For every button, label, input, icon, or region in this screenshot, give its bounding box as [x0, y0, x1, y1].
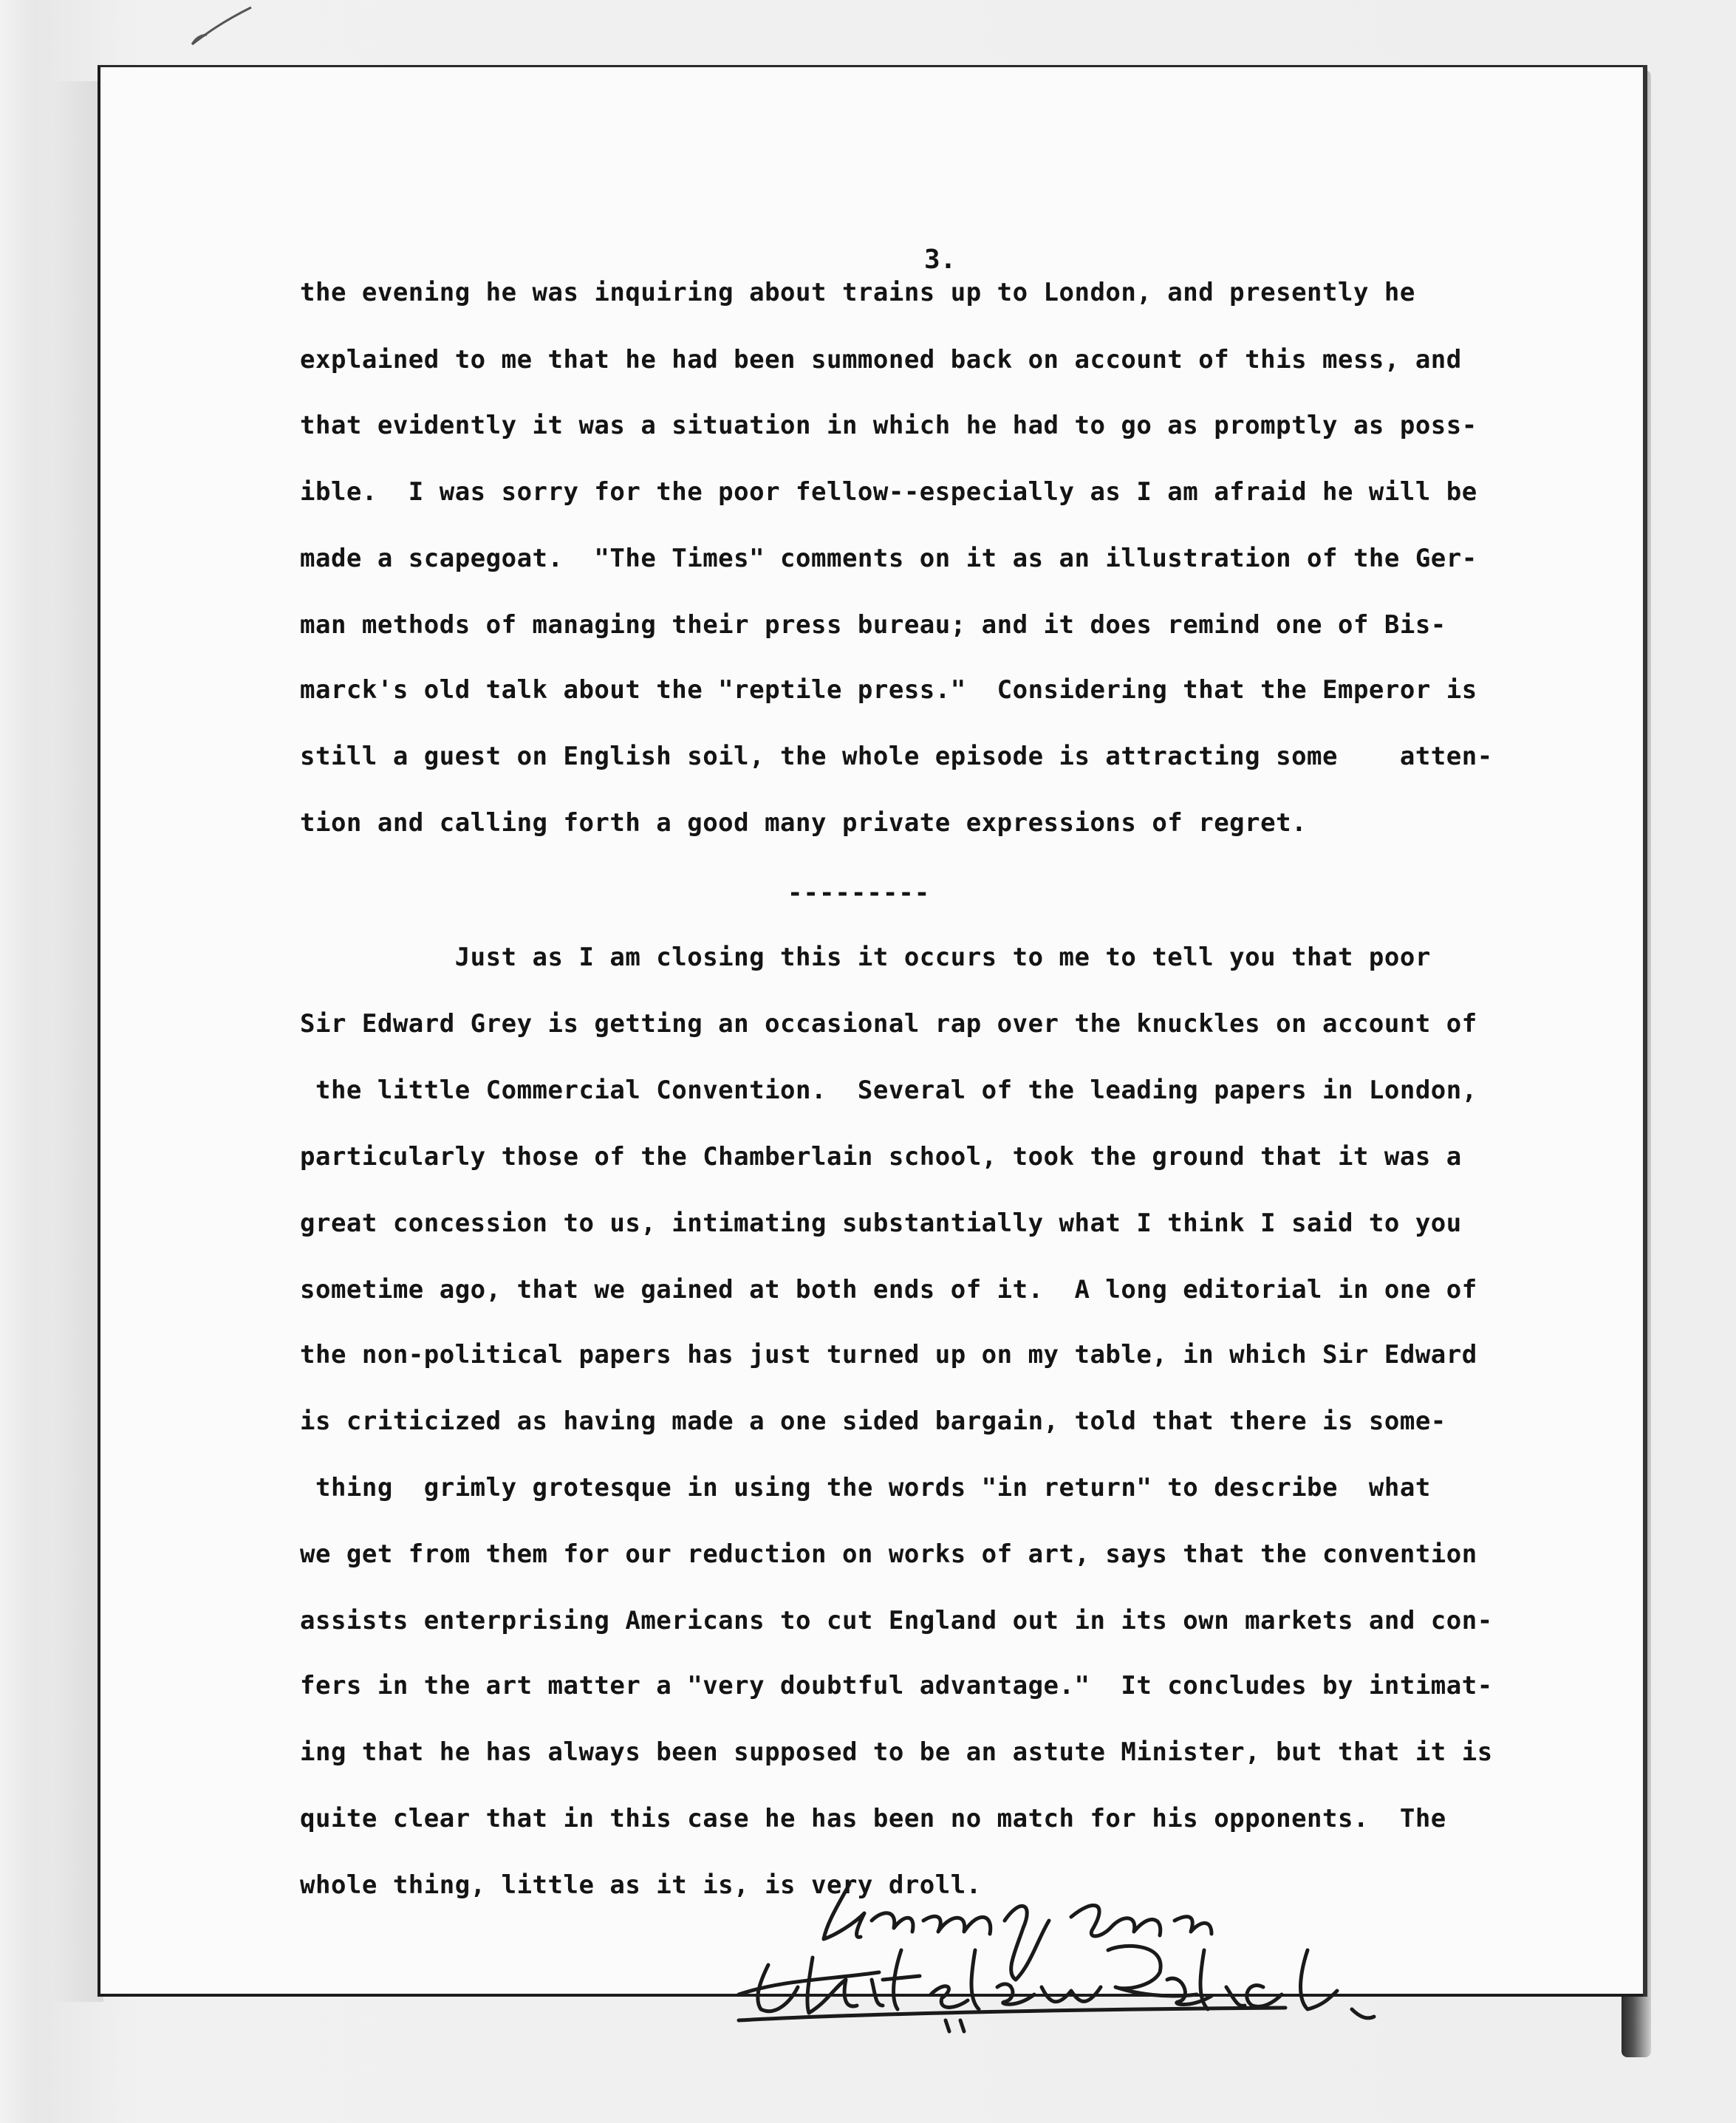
pencil-mark	[177, 0, 259, 52]
text-line: tion and calling forth a good many private expressions of regret.	[300, 808, 1308, 838]
text-line: particularly those of the Chamberlain school, took the ground that it was a	[300, 1142, 1462, 1172]
text-line: Sir Edward Grey is getting an occasional rap over the knuckles on account of	[300, 1009, 1477, 1039]
text-line: ing that he has always been supposed to be an astute Minister, but that it is	[300, 1737, 1493, 1767]
text-line: the non-political papers has just turned up on my table, in which Sir Edward	[300, 1340, 1477, 1370]
text-line: explained to me that he had been summoned back on account of this mess, and	[300, 345, 1462, 375]
text-line: thing grimly grotesque in using the words "in return" to describe what	[300, 1473, 1431, 1502]
text-line: quite clear that in this case he has been no match for his opponents. The	[300, 1804, 1446, 1833]
text-line: the little Commercial Convention. Several of the leading papers in London,	[300, 1076, 1477, 1105]
text-line: sometime ago, that we gained at both ends of it. A long editorial in one of	[300, 1275, 1477, 1305]
text-line: made a scapegoat. "The Times" comments on it as an illustration of the Ger-	[300, 544, 1477, 573]
section-separator: ---------	[787, 878, 931, 908]
text-line: Just as I am closing this it occurs to me to tell you that poor	[300, 943, 1431, 972]
text-line: assists enterprising Americans to cut England out in its own markets and con-	[300, 1606, 1493, 1635]
text-line: great concession to us, intimating substantially what I think I said to you	[300, 1208, 1462, 1238]
text-line: is criticized as having made a one sided bargain, told that there is some-	[300, 1406, 1446, 1436]
text-line: we get from them for our reduction on works of art, says that the convention	[300, 1539, 1477, 1569]
text-line: fers in the art matter a "very doubtful advantage." It concludes by intimat-	[300, 1671, 1493, 1700]
text-line: that evidently it was a situation in which he had to go as promptly as poss-	[300, 411, 1477, 440]
letter-page	[98, 65, 1643, 1997]
text-line: man methods of managing their press bureau; and it does remind one of Bis-	[300, 610, 1446, 640]
page-number: 3.	[924, 245, 957, 275]
text-line: whole thing, little as it is, is very droll.	[300, 1870, 982, 1900]
page-edge-shadow-left	[52, 81, 103, 2002]
text-line: the evening he was inquiring about trains up to London, and presently he	[300, 278, 1415, 307]
handwritten-signature	[724, 1869, 1426, 2054]
text-line: ible. I was sorry for the poor fellow--especially as I am afraid he will be	[300, 477, 1477, 507]
text-line: still a guest on English soil, the whole episode is attracting some atten-	[300, 742, 1493, 771]
text-line: marck's old talk about the "reptile press." Considering that the Emperor is	[300, 675, 1477, 705]
